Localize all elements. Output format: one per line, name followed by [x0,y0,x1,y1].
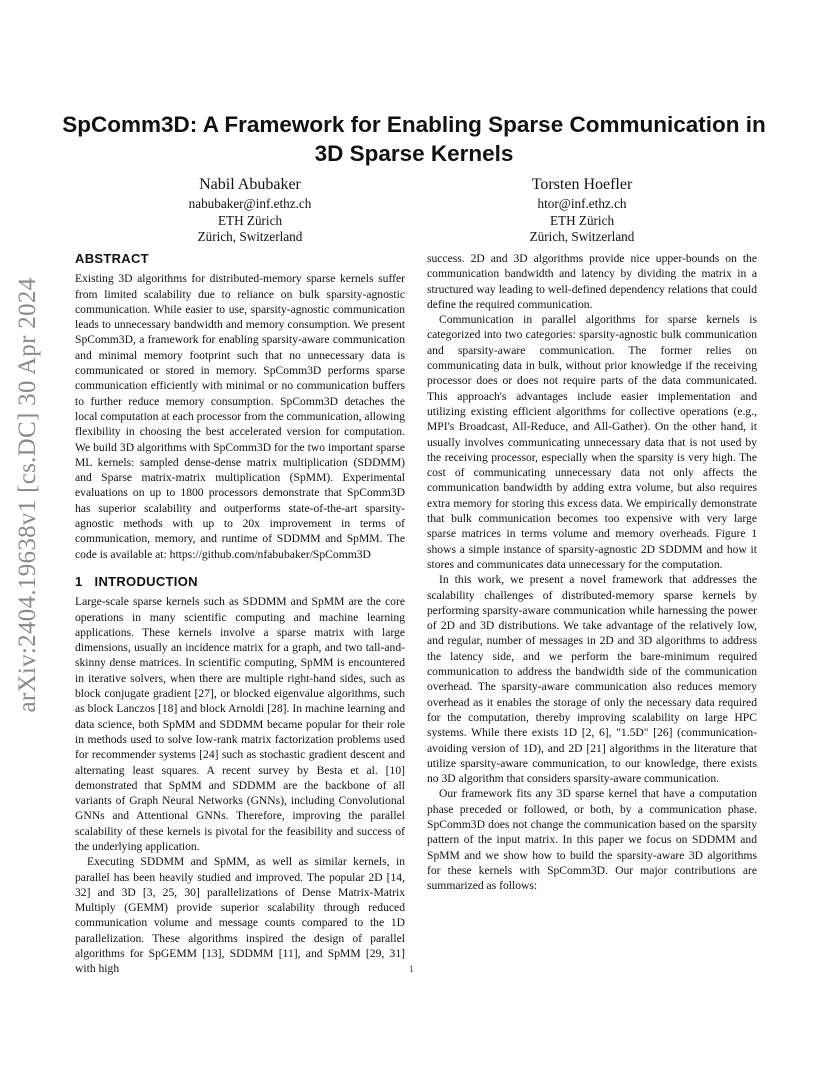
author-affiliation: ETH Zürich [549,212,615,228]
author-name: Torsten Hoefler [531,176,633,193]
left-column [75,251,405,977]
abstract-text: Existing 3D algorithms for distributed-memory sparse kernels suffer from limited scalability due to reliance on bulk sparsity-agnostic communication. While easier to use, sparsity-agnostic communication leads to unnecessary bandwidth and memory consumption. We present SpComm3D, a framework for enabling sparsity-aware communication and minimal memory footprint such that no unnecessary data is communicated or stored in memory. SpComm3D performs sparse communication efficiently with minimal or no communication buffers to further reduce memory consumption. SpComm3D detaches the local computation at each processor from the communication, allowing flexibility in choosing the best accelerated version for computation. We build 3D algorithms with SpComm3D for the two important sparse ML kernels: sampled dense-dense matrix multiplication (SDDMM) and Sparse matrix-matrix multiplication (SpMM). Experimental evaluations on up to 1800 processors demonstrate that SpComm3D has superior scalability and outperforms state-of-the-art sparsity-agnostic methods with up to 20x improvement in terms of communication, memory, and runtime of SDDMM and SpMM. The code is available at: https://github.com/nfabubaker/SpComm3D [75,272,405,561]
author-name: Nabil Abubaker [199,176,301,193]
author-block-2 [467,175,697,246]
author-email: nabubaker@inf.ethz.ch [188,196,312,211]
author-location: Zürich, Switzerland [197,229,303,245]
arxiv-identifier: arXiv:2404.19638v1 [cs.DC] 30 Apr 2024 [14,277,41,713]
page-number: 1 [409,964,414,974]
arxiv-sidebar [8,277,48,713]
intro-paragraph-6: Our framework fits any 3D sparse kernel that have a computation phase preceded or followed, or both, by a communication phase. SpComm3D does not change the communication based on the sparsity pattern of the input matrix. In this paper we focus on SDDMM and SpMM and we show how to build the sparsity-aware 3D algorithms for these kernels with SpComm3D. Our major contributions are summarized as follows: [427,787,757,893]
author-email: htor@inf.ethz.ch [537,196,627,211]
paper-title: SpComm3D: A Framework for Enabling Sparse Communication in 3D Sparse Kernels [62,112,766,166]
right-column [427,251,757,893]
intro-paragraph-4: Communication in parallel algorithms for sparse kernels is categorized into two categories: sparsity-agnostic bulk communication and sparsity-aware communication. The former relies on communicating data in bulk, without prior knowledge if the receiving processor does or does not require parts of the data communicated. This approach's advantages include easier implementation and utilizing existing efficient algorithms for collective operations (e.g., MPI's Broadcast, All-Reduce, and All-Gather). On the other hand, it usually involves communicating unnecessary data that is not used by the receiving processor, especially when the sparsity is very high. The cost of communicating unnecessary data not only affects the communication bandwidth by adding extra volume, but also requires extra memory for storing this excess data. We empirically demonstrate that bulk communication becomes too expensive with very large sparse matrices in terms volume and memory overheads. Figure 1 shows a simple instance of sparsity-agnostic 2D SDDMM and how it stores and communicates data unnecessary for the computation. [427,313,757,571]
author-block-1 [135,175,365,246]
section-title: INTRODUCTION [94,573,198,589]
intro-paragraph-2: Executing SDDMM and SpMM, as well as similar kernels, in parallel has been heavily studied and improved. The popular 2D [14, 32] and 3D [3, 25, 30] parallelizations of Dense Matrix-Matrix Multiply (GEMM) provide superior scalability through reduced communication volume and message counts compared to the 1D parallelization. These algorithms inspired the design of parallel algorithms for SpGEMM [13], SDDMM [11], and SpMM [29, 31] with high [75,855,405,976]
intro-paragraph-5: In this work, we present a novel framework that addresses the scalability challenges of distributed-memory sparse kernels by performing sparsity-aware communication while harnessing the power of 2D and 3D distributions. We take advantage of the relatively low, and regular, number of messages in 2D and 3D algorithms to address the latency side, and we perform the bare-minimum required communication to address the bandwidth side of the communication overhead. The sparsity-aware communication also reduces memory overhead as it enables the storage of only the necessary data required for the computation, thereby improving scalability on large HPC systems. While there exists 1D [2, 6], "1.5D" [26] (communication-avoiding version of 1D), and 2D [21] algorithms in the literature that utilize sparsity-aware communication, to our knowledge, there exists no 3D algorithm that considers sparsity-aware communication. [427,573,757,786]
intro-paragraph-1: Large-scale sparse kernels such as SDDMM and SpMM are the core operations in many scientific computing and machine learning applications. These kernels involve a sparse matrix with large dimensions, usually an incidence matrix for a graph, and two tall-and-skinny dense matrices. In scientific computing, SpMM is encountered in iterative solvers, when there are multiple right-hand sides, such as block conjugate gradient [27], or blocked eigenvalue algorithms, such as block Lanczos [18] and block Arnoldi [28]. In machine learning and data science, both SpMM and SDDMM became popular for their role in methods used to solve low-rank matrix factorization problems used for recommender systems [24] such as stochastic gradient descent and alternating least squares. A recent survey by Besta et al. [10] demonstrated that SpMM and SDDMM are the backbone of all variants of Graph Neural Networks (GNNs), including Convolutional GNNs and Attentional GNNs. Therefore, improving the parallel scalability of these kernels is pivotal for the feasibility and success of the underlying application. [75,595,405,853]
abstract-heading: ABSTRACT [75,251,149,266]
author-affiliation: ETH Zürich [217,212,283,228]
author-location: Zürich, Switzerland [529,229,635,245]
section-number: 1 [75,573,83,589]
intro-paragraph-3: success. 2D and 3D algorithms provide nice upper-bounds on the communication bandwidth and latency by dividing the matrix in a structured way leading to well-defined dependency relations that could define the required communication. [427,252,757,311]
introduction-heading [75,574,405,589]
